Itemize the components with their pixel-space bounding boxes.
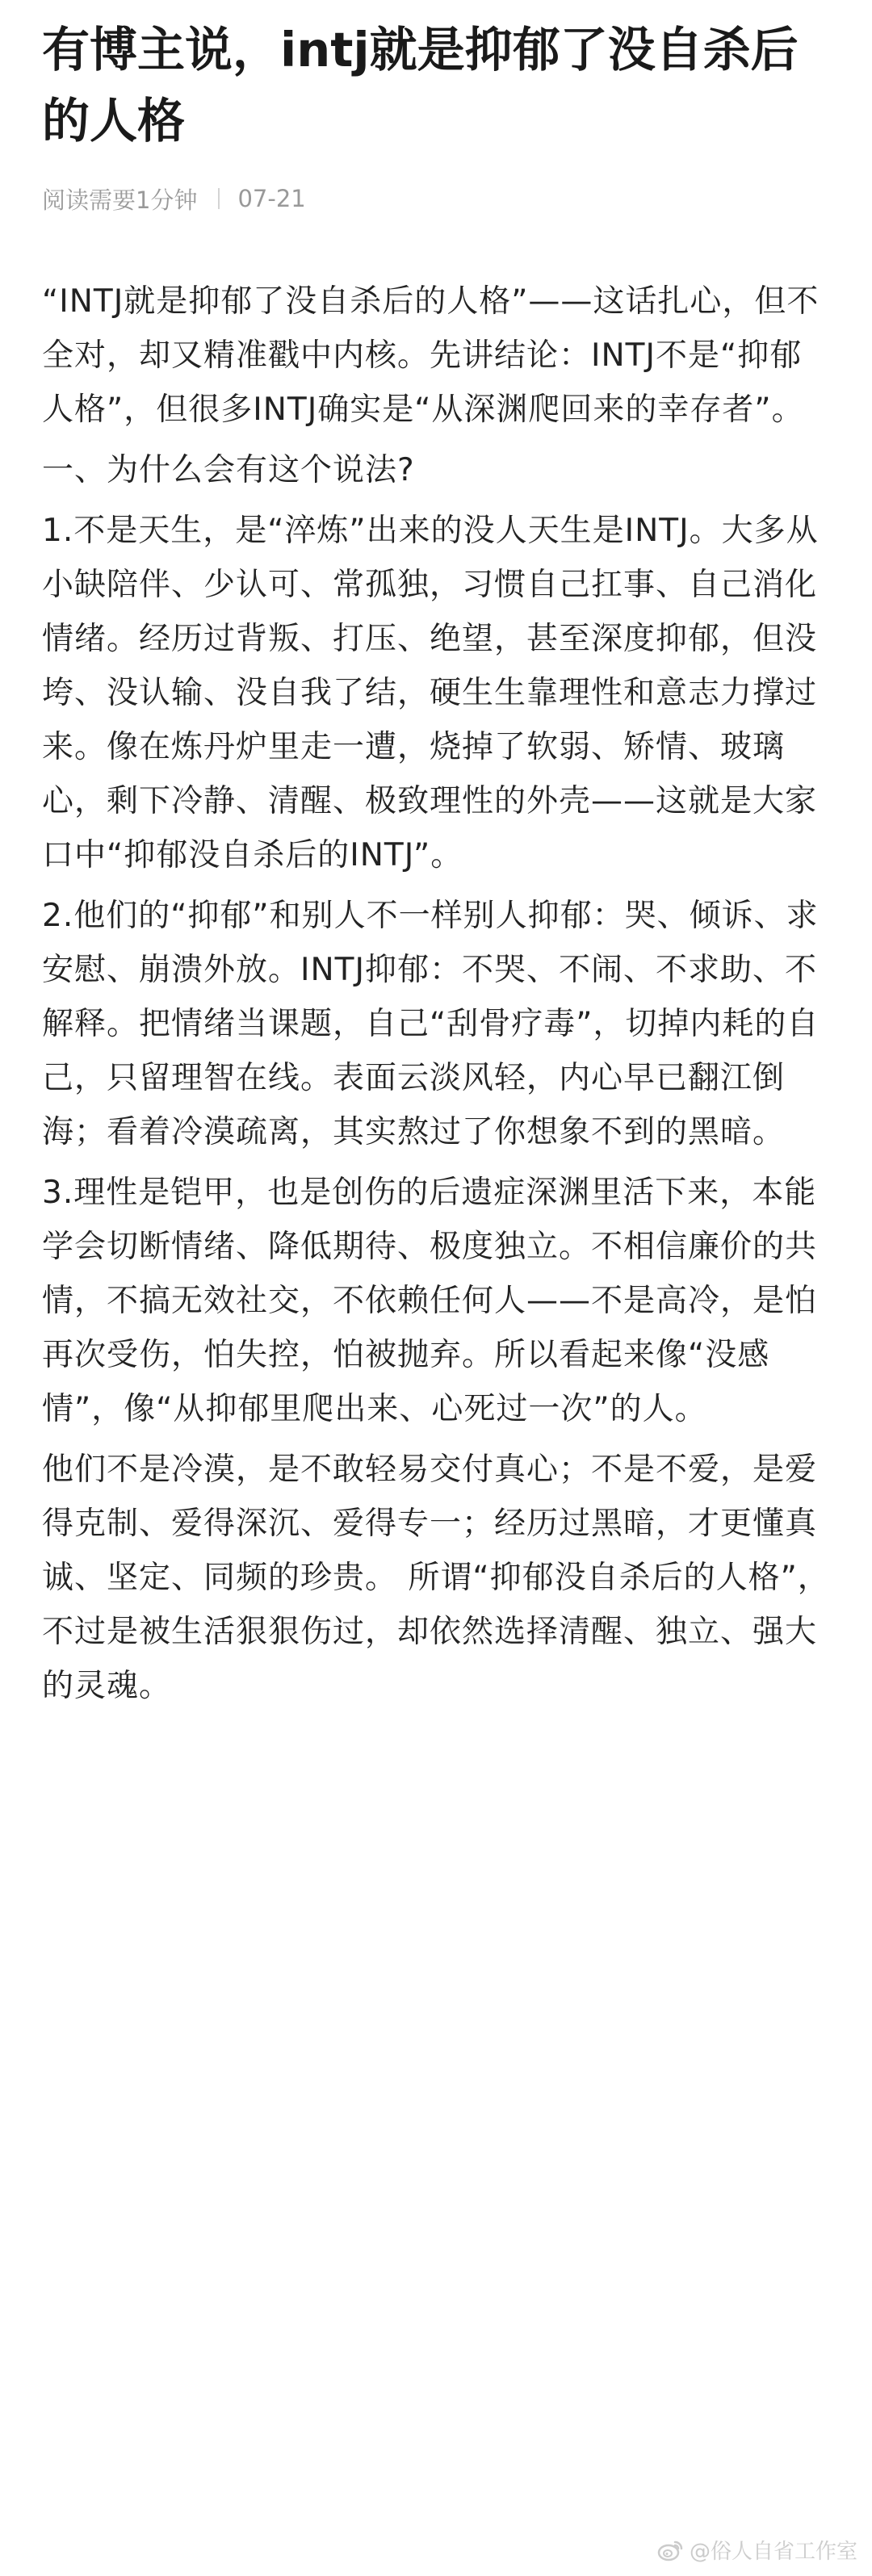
watermark bbox=[657, 2535, 857, 2565]
paragraph-point-1: 1.不是天生，是“淬炼”出来的没人天生是INTJ。大多从小缺陪伴、少认可、常孤独，习惯自己扛事、自己消化情绪。经历过背叛、打压、绝望，甚至深度抑郁，但没垮、没认输、没自我了结，硬生生靠理性和意志力撑过来。像在炼丹炉里走一遭，烧掉了软弱、矫情、玻璃心，剩下冷静、清醒、极致理性的外壳——这就是大家口中“抑郁没自杀后的INTJ”。 bbox=[42, 513, 819, 873]
paragraph-point-3: 3.理性是铠甲，也是创伤的后遗症深渊里活下来，本能学会切断情绪、降低期待、极度独立。不相信廉价的共情，不搞无效社交，不依赖任何人——不是高冷，是怕再次受伤，怕失控，怕被抛弃。所以看起来像“没感情”，像“从抑郁里爬出来、心死过一次”的人。 bbox=[42, 1175, 818, 1427]
paragraph-point-2: 2.他们的“抑郁”和别人不一样别人抑郁：哭、倾诉、求安慰、崩溃外放。INTJ抑郁：不哭、不闹、不求助、不解释。把情绪当课题，自己“刮骨疗毒”，切掉内耗的自己，只留理智在线。表面云淡风轻，内心早已翻江倒海；看着冷漠疏离，其实熬过了你想象不到的黑暗。 bbox=[42, 898, 820, 1150]
article-meta bbox=[42, 182, 830, 215]
paragraph-conclusion: 他们不是冷漠，是不敢轻易交付真心；不是不爱，是爱得克制、爱得深沉、爱得专一；经历过黑暗，才更懂真诚、坚定、同频的珍贵。 所谓“抑郁没自杀后的人格”，不过是被生活狠狠伤过，却依然选择清醒、独立、强大的灵魂。 bbox=[42, 1451, 830, 1704]
article-body bbox=[42, 274, 830, 1713]
watermark-text: @俗人自省工作室 bbox=[689, 2540, 857, 2564]
article bbox=[42, 0, 830, 1719]
meta-divider bbox=[218, 188, 220, 209]
article-title: 有博主说，intj就是抑郁了没自杀后的人格 bbox=[42, 22, 799, 149]
paragraph-intro: “INTJ就是抑郁了没自杀后的人格”——这话扎心，但不全对，却又精准戳中内核。先讲结论：INTJ不是“抑郁人格”，但很多INTJ确实是“从深渊爬回来的幸存者”。 bbox=[42, 283, 820, 428]
section-heading: 一、为什么会有这个说法? bbox=[42, 452, 415, 488]
read-time: 阅读需要1分钟 bbox=[42, 186, 198, 214]
weibo-logo-icon bbox=[657, 2539, 683, 2561]
publish-date: 07-21 bbox=[237, 185, 306, 212]
